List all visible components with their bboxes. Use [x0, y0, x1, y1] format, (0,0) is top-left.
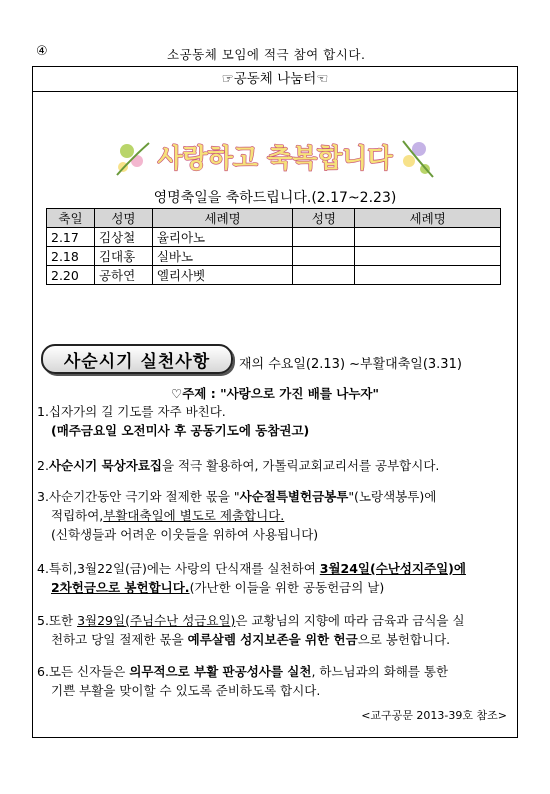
item-6-text-post: , 하느님과의 화해를 통한 [311, 664, 449, 679]
congrats-heading: 영명축일을 축하드립니다.(2.17~2.23) [153, 190, 397, 206]
item-5-line2-post: 으로 봉헌합니다. [357, 632, 451, 647]
list-item-6 [37, 662, 513, 700]
table-cell: 2.20 [47, 266, 95, 285]
item-1-line: 1.십자가의 길 기도를 자주 바친다. [37, 404, 226, 419]
table-row [47, 266, 501, 285]
table-cell [355, 266, 501, 285]
table-cell [293, 247, 355, 266]
item-3-line2-pre: 적립하여, [51, 508, 104, 523]
table-row [47, 228, 501, 247]
table-cell: 김상철 [94, 228, 152, 247]
item-4-underline-1: 3월24일(수난성지주일)에 [319, 561, 466, 576]
item-5-underline: 3월29일(주님수난 성금요일) [77, 613, 236, 628]
column-header: 축일 [47, 209, 95, 228]
table-cell [355, 247, 501, 266]
list-item-5 [37, 611, 513, 649]
table-cell: 엘리사벳 [152, 266, 293, 285]
list-item-4 [37, 559, 513, 597]
list-item-2 [37, 456, 513, 475]
flower-decoration-right-icon [403, 141, 433, 177]
table-cell [355, 228, 501, 247]
item-6-line2: 기쁜 부활을 맞이할 수 있도록 준비하도록 합시다. [51, 683, 321, 698]
item-3-line3: (신학생들과 어려운 이웃들을 위하여 사용됩니다) [51, 527, 319, 542]
table-cell: 2.18 [47, 247, 95, 266]
item-1-note: (매주금요일 오전미사 후 공동기도에 동참권고) [51, 423, 310, 438]
table-cell: 공하연 [94, 266, 152, 285]
celebration-banner [113, 131, 437, 183]
table-cell [293, 228, 355, 247]
bulletin-frame [32, 66, 518, 738]
column-header: 세례명 [152, 209, 293, 228]
feast-day-table [46, 208, 501, 285]
lent-title-badge [41, 344, 233, 374]
table-cell: 2.17 [47, 228, 95, 247]
column-header: 세례명 [355, 209, 501, 228]
item-5-line2-pre: 천하고 당일 절제한 몫을 [51, 632, 188, 647]
item-4-text-pre: 4.특히,3월22일(금)에는 사랑의 단식재를 실천하여 [37, 561, 320, 576]
reference-note: <교구공문 2013-39호 참조> [361, 709, 507, 722]
table-cell [293, 266, 355, 285]
table-cell: 실바노 [152, 247, 293, 266]
column-header: 성명 [94, 209, 152, 228]
section-title: ☞공동체 나눔터☜ [33, 67, 517, 92]
item-3-emphasis: 사순절특별헌금봉투 [239, 489, 349, 504]
item-2-number: 2. [37, 458, 49, 473]
item-5-text-pre: 5.또한 [37, 613, 78, 628]
flower-decoration-left-icon [117, 143, 149, 175]
item-4-text-post: (가난한 이들을 위한 공동헌금의 날) [189, 580, 385, 595]
lent-title: 사순시기 실천사항 [63, 352, 211, 372]
lent-period: 재의 수요일(2.13) ~부활대축일(3.31) [239, 357, 462, 372]
list-item-3 [37, 487, 513, 544]
page-header [32, 44, 518, 64]
page-number: ④ [36, 44, 48, 59]
list-item-1 [37, 402, 513, 440]
table-row [47, 247, 501, 266]
item-6-emphasis: 의무적으로 부활 판공성사를 실천 [129, 664, 312, 679]
banner-text: 사랑하고 축복합니다 [157, 144, 393, 174]
column-header: 성명 [293, 209, 355, 228]
item-3-text-post: "(노랑색봉투)에 [348, 489, 437, 504]
item-4-underline-2: 2차헌금으로 봉헌합니다. [51, 580, 190, 595]
item-5-text-post: 은 교황님의 지향에 따라 금육과 금식을 실 [235, 613, 465, 628]
item-2-emphasis: 사순시기 묵상자료집 [48, 458, 162, 473]
item-3-text-pre: 3.사순기간동안 극기와 절제한 몫을 " [37, 489, 240, 504]
lent-theme: ♡주제 : "사랑으로 가진 배를 나누자" [171, 386, 379, 401]
item-6-text-pre: 6.모든 신자들은 [37, 664, 130, 679]
table-cell: 김대홍 [94, 247, 152, 266]
table-header-row [47, 209, 501, 228]
item-5-line2-emphasis: 예루살렘 성지보존을 위한 헌금 [187, 632, 358, 647]
header-motto: 소공동체 모임에 적극 참여 합시다. [167, 47, 366, 62]
table-cell: 율리아노 [152, 228, 293, 247]
item-3-line2-underline: 부활대축일에 별도로 제출합니다. [103, 508, 285, 523]
item-2-text: 을 적극 활용하여, 가톨릭교회교리서를 공부합시다. [161, 458, 440, 473]
